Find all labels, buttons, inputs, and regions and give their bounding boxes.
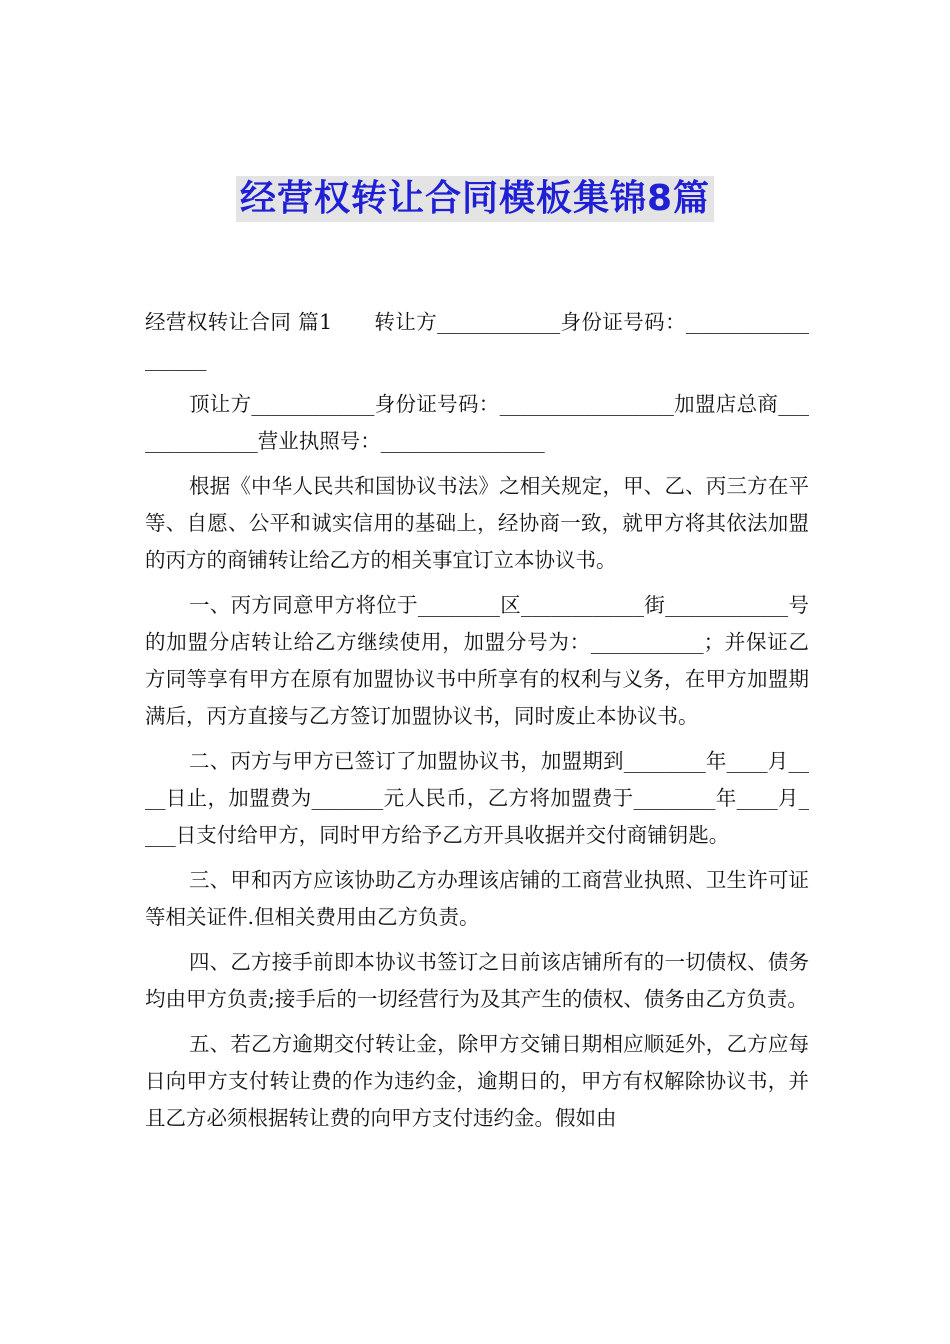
paragraph-header: 经营权转让合同 篇1 转让方____________身份证号码：__________________ [145, 310, 809, 371]
paragraph-transferee: 顶让方____________身份证号码：_________________加盟店总商______________营业执照号：________________ [145, 392, 809, 453]
paragraph-clause-4: 四、乙方接手前即本协议书签订之日前该店铺所有的一切债权、债务均由甲方负责;接手后的一切经营行为及其产生的债权、债务由乙方负责。 [145, 950, 809, 1011]
paragraph-clause-3: 三、甲和丙方应该协助乙方办理该店铺的工商营业执照、卫生许可证等相关证件.但相关费用由乙方负责。 [145, 868, 809, 929]
paragraph-preamble: 根据《中华人民共和国协议书法》之相关规定，甲、乙、丙三方在平等、自愿、公平和诚实信用的基础上，经协商一致，就甲方将其依法加盟的丙方的商铺转让给乙方的相关事宜订立本协议书。 [145, 474, 809, 572]
paragraph-clause-1: 一、丙方同意甲方将位于________区____________街____________号的加盟分店转让给乙方继续使用，加盟分号为：___________；并保证乙方同等享有甲方在原有加盟协议书中所享有的权利与义务，在甲方加盟期满后，丙方直接与乙方签订加盟协议书，同时废止本协议书。 [145, 593, 809, 728]
document-title: 经营权转让合同模板集锦8篇 [236, 176, 714, 222]
document-body [145, 304, 809, 1145]
paragraph-clause-5: 五、若乙方逾期交付转让金，除甲方交铺日期相应顺延外，乙方应每日向甲方支付转让费的作为违约金，逾期日的，甲方有权解除协议书，并且乙方必须根据转让费的向甲方支付违约金。假如由 [145, 1032, 809, 1130]
title-container [0, 176, 950, 222]
paragraph-clause-2: 二、丙方与甲方已签订了加盟协议书，加盟期到________年____月____日止，加盟费为_______元人民币，乙方将加盟费于________年____月____日支付给甲方，同时甲方给予乙方开具收据并交付商铺钥匙。 [145, 749, 809, 847]
